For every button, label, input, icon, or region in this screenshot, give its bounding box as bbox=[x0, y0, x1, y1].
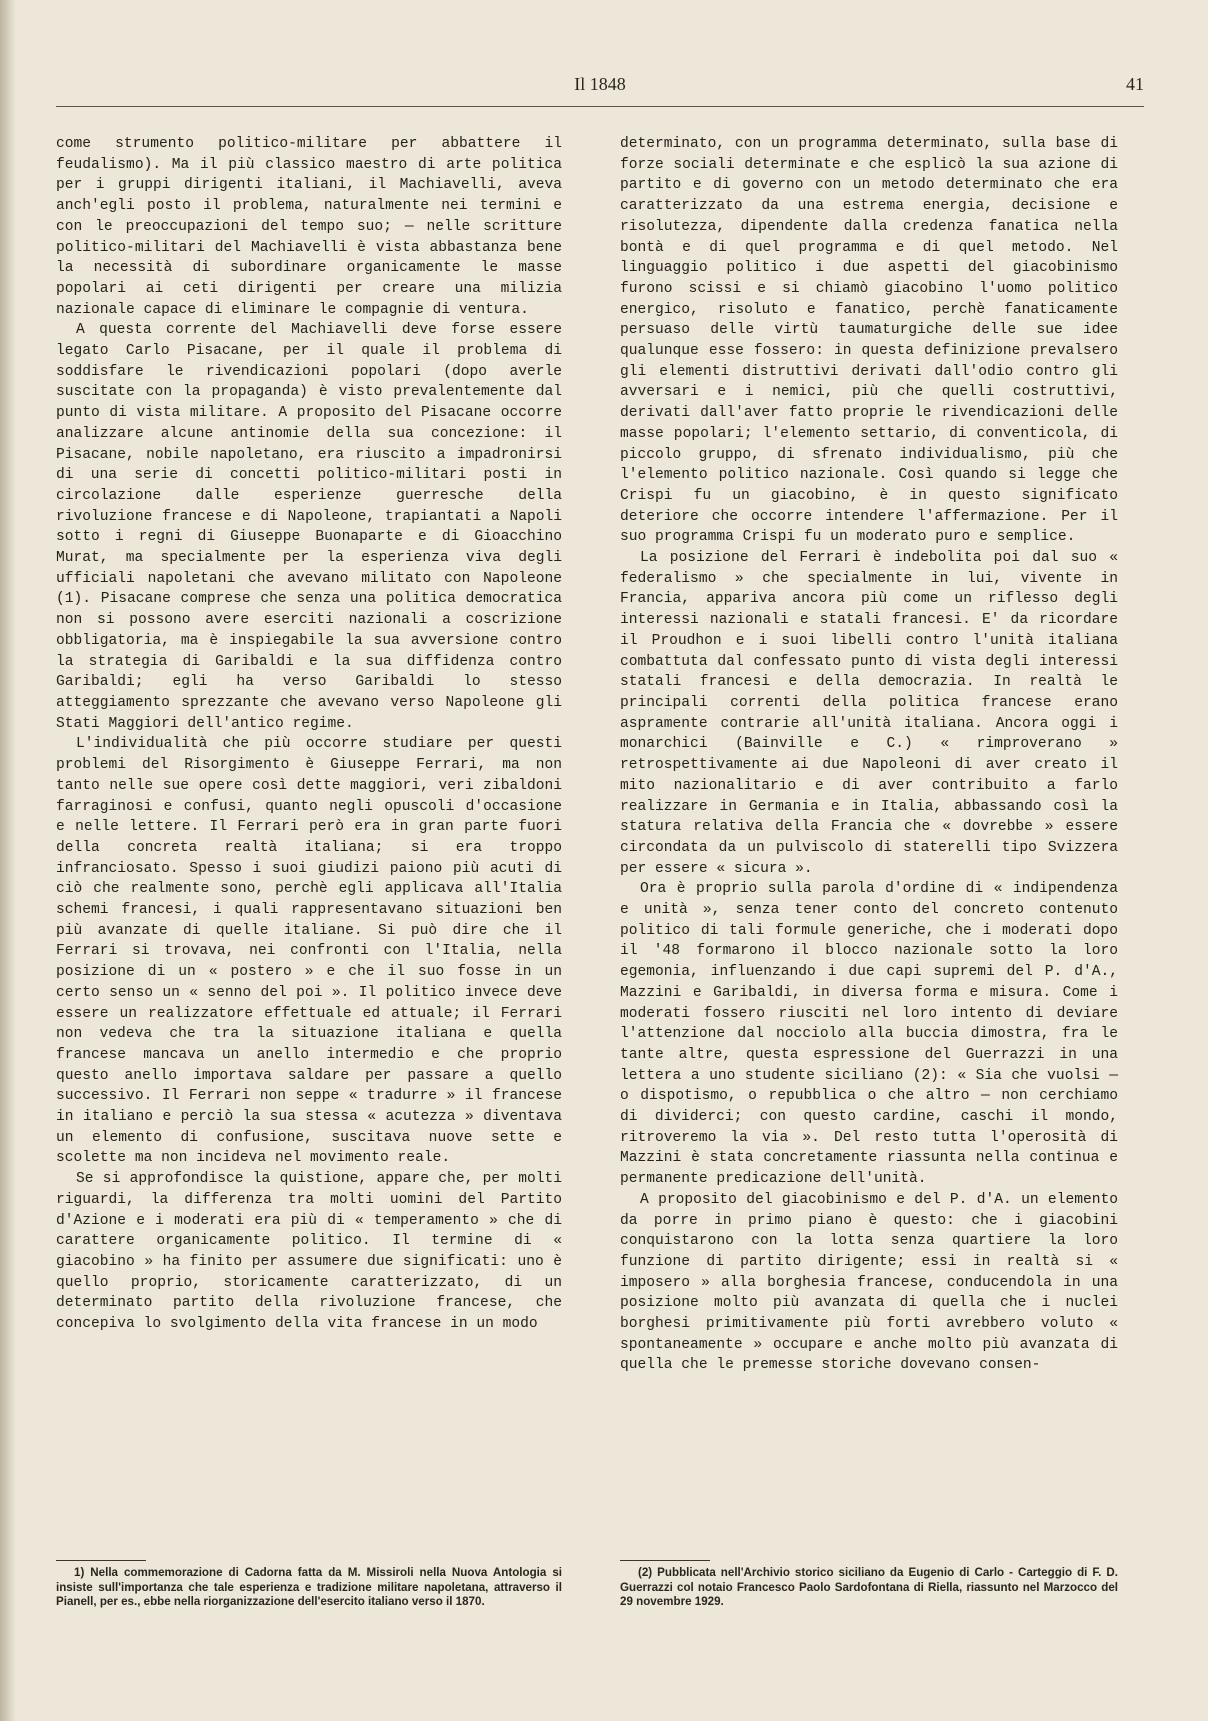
right-column bbox=[620, 134, 1118, 1376]
right-paragraph-4: A proposito del giacobinismo e del P. d'A. un elemento da porre in primo piano è questo: che i giacobini conquistarono con la lotta senza quartiere la loro funzione di partito dirigente; essi in realtà si « imposero » alla borghesia francese, conducendola in una posizione molto più avanzata di quella che i nuclei borghesi primitivamente più forti avrebbero voluto « spontaneamente » occupare e anche molto più avanzata di quella che le premesse storiche dovevano consen- bbox=[620, 1191, 1118, 1374]
footnote-left bbox=[56, 1566, 562, 1610]
running-head-title: Il 1848 bbox=[574, 74, 626, 94]
left-paragraph-3: L'individualità che più occorre studiare per questi problemi del Risorgimento è Giuseppe Ferrari, ma non tanto nelle sue opere così dette maggiori, veri zibaldoni farraginosi e confusi, quanto negli opuscoli d'occasione e nelle lettere. Il Ferrari però era in gran parte fuori della concreta realtà italiana; si era troppo infranciosato. Spesso i suoi giudizi paiono più acuti di ciò che realmente sono, perchè egli applicava all'Italia schemi francesi, i quali rappresentavano situazioni ben più avanzate di quelle italiane. Si può dire che il Ferrari si trovava, nei confronti con l'Italia, nella posizione di un « postero » e che il suo fosse in un certo senso un « senno del poi ». Il politico invece deve essere un realizzatore effettuale ed attuale; il Ferrari non vedeva che tra la situazione italiana e quella francese mancava un anello intermedio e che proprio questo anello importava saldare per passare a quello successivo. Il Ferrari non seppe « tradurre » il francese in italiano e perciò la sua stessa « acutezza » diventava un elemento di confusione, suscitava nuove sette e scolette ma non incideva nel movimento reale. bbox=[56, 736, 562, 1167]
footnote-rule-left bbox=[56, 1560, 146, 1561]
page-number: 41 bbox=[1126, 74, 1144, 94]
footnote-rule-right bbox=[620, 1560, 710, 1561]
left-paragraph-4: Se si approfondisce la quistione, appare che, per molti riguardi, la differenza tra molti uomini del Partito d'Azione e i moderati era più di « temperamento » che di carattere organicamente politico. Il termine di « giacobino » ha finito per assumere due significati: uno è quello proprio, storicamente caratterizzato, di un determinato partito della rivoluzione francese, che concepiva lo svolgimento della vita francese in un modo bbox=[56, 1171, 562, 1333]
left-column bbox=[56, 134, 562, 1335]
header-rule bbox=[56, 106, 1144, 107]
left-paragraph-1: come strumento politico-militare per abbattere il feudalismo). Ma il più classico maestro di arte politica per i gruppi dirigenti italiani, il Machiavelli, aveva anch'egli posto il problema, naturalmente nei termini e con le preoccupazioni del tempo suo; — nelle scritture politico-militari del Machiavelli è vista abbastanza bene la necessità di subordinare organicamente le masse popolari ai ceti dirigenti per creare una milizia nazionale capace di eliminare le compagnie di ventura. bbox=[56, 136, 562, 318]
running-head bbox=[56, 74, 1144, 98]
footnote-1: 1) Nella commemorazione di Cadorna fatta da M. Missiroli nella Nuova Antologia si insiste sull'importanza che tale esperienza e tradizione militare napoletana, attraverso il Pianell, per es., ebbe nella riorganizzazione dell'esercito italiano verso il 1870. bbox=[56, 1566, 562, 1609]
page-spine-shadow bbox=[0, 0, 16, 1721]
right-paragraph-3: Ora è proprio sulla parola d'ordine di « indipendenza e unità », senza tener conto del concreto contenuto politico di tali formule generiche, che i moderati dopo il '48 formarono il blocco nazionale sotto la loro egemonia, influenzando i due capi supremi del P. d'A., Mazzini e Garibaldi, in diversa forma e misura. Come i moderati fossero riusciti nel loro intento di deviare l'attenzione dal nocciolo alla buccia dimostra, fra le tante altre, questa espressione del Guerrazzi in una lettera a uno studente siciliano (2): « Sia che vuolsi — o dispotismo, o repubblica o che altro — non cerchiamo di dividerci; con questo cardine, caschi il mondo, ritroveremo la via ». Del resto tutta l'operosità di Mazzini è stata concretamente riassunta nella continua e permanente predicazione dell'unità. bbox=[620, 881, 1118, 1188]
left-paragraph-2: A questa corrente del Machiavelli deve forse essere legato Carlo Pisacane, per il quale il problema di soddisfare le rivendicazioni popolari (dopo averle suscitate con la propaganda) è visto prevalentemente dal punto di vista militare. A proposito del Pisacane occorre analizzare alcune antinomie della sua concezione: il Pisacane, nobile napoletano, era riuscito a impadronirsi di una serie di concetti politico-militari posti in circolazione dalle esperienze guerresche della rivoluzione francese e di Napoleone, trapiantati a Napoli sotto i regni di Giuseppe Buonaparte e di Gioacchino Murat, ma specialmente per la esperienza viva degli ufficiali napoletani che avevano militato con Napoleone (1). Pisacane comprese che senza una politica democratica non si possono avere eserciti nazionali a coscrizione obbligatoria, ma è inspiegabile la sua avversione contro la strategia di Garibaldi e la sua diffidenza contro Garibaldi; egli ha verso Garibaldi lo stesso atteggiamento sprezzante che avevano verso Napoleone gli Stati Maggiori dell'antico regime. bbox=[56, 322, 562, 732]
footnote-2: (2) Pubblicata nell'Archivio storico siciliano da Eugenio di Carlo - Carteggio di F. D. Guerrazzi col notaio Francesco Paolo Sardofontana di Riella, riassunto nel Marzocco del 29 novembre 1929. bbox=[620, 1566, 1118, 1609]
right-paragraph-2: La posizione del Ferrari è indebolita poi dal suo « federalismo » che specialmente in lui, vivente in Francia, appariva ancora più come un riflesso degli interessi nazionali e statali francesi. E' da ricordare il Proudhon e i suoi libelli contro l'unità italiana combattuta dal confessato punto di vista degli interessi statali francesi e della democrazia. In realtà le principali correnti della politica francese erano aspramente contrarie all'unità italiana. Ancora oggi i monarchici (Bainville e C.) « rimproverano » retrospettivamente ai due Napoleoni di aver creato il mito nazionalitario e di aver contribuito a farlo realizzare in Germania e in Italia, abbassando così la statura relativa della Francia che « dovrebbe » essere circondata da un pulviscolo di staterelli tipo Svizzera per essere « sicura ». bbox=[620, 550, 1118, 877]
right-paragraph-1: determinato, con un programma determinato, sulla base di forze sociali determinate e che esplicò la sua azione di partito e di governo con un metodo determinato che era caratterizzato da una estrema energia, decisione e risolutezza, dipendente dalla credenza fanatica nella bontà e di quel programma e di quel metodo. Nel linguaggio politico i due aspetti del giacobinismo furono scissi e si chiamò giacobino l'uomo politico energico, risoluto e fanatico, perchè fanaticamente persuaso delle virtù taumaturgiche delle sue idee qualunque esse fossero: in questa definizione prevalsero gli elementi distruttivi derivati dall'odio contro gli avversari e i nemici, più che quelli costruttivi, derivati dall'aver fatto proprie le rivendicazioni delle masse popolari; l'elemento settario, di conventicola, di piccolo gruppo, di sfrenato individualismo, più che l'elemento politico nazionale. Così quando si legge che Crispi fu un giacobino, è in questo significato deteriore che occorre intendere l'affermazione. Per il suo programma Crispi fu un moderato puro e semplice. bbox=[620, 136, 1118, 546]
footnote-right bbox=[620, 1566, 1118, 1610]
